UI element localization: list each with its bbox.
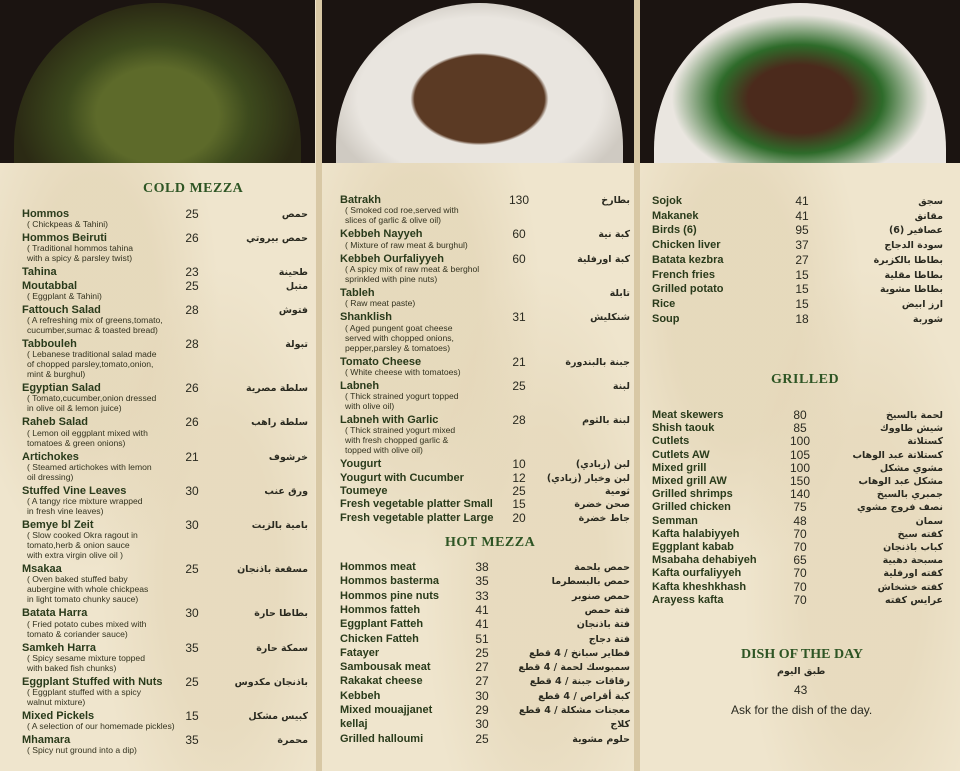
item-description: ( Raw meat paste) xyxy=(345,298,416,309)
item-arabic-name: سجق xyxy=(918,196,943,207)
item-arabic-name: سلطة مصرية xyxy=(245,383,308,395)
item-price: 21 xyxy=(512,354,526,369)
item-price: 27 xyxy=(795,252,809,267)
item-arabic-name: باذنجان مكدوس xyxy=(234,676,308,688)
item-price: 29 xyxy=(475,703,489,717)
item-name: Hommos xyxy=(22,208,70,220)
item-name: Eggplant Fatteh xyxy=(340,618,424,631)
item-description: ( Spicy sesame mixture topped with baked fish chunks) xyxy=(27,652,145,673)
grilled-meat-image xyxy=(654,3,946,163)
menu-panel-middle xyxy=(322,0,637,771)
item-price: 25 xyxy=(512,378,526,393)
item-name: Grilled halloumi xyxy=(340,732,424,745)
item-name: Kebbeh Ourfaliyyeh xyxy=(340,252,444,265)
item-description: ( Smoked cod roe,served with slices of garlic & olive oil) xyxy=(345,205,459,226)
item-price: 25 xyxy=(185,278,199,293)
item-arabic-name: حمص xyxy=(281,209,308,220)
item-arabic-name: سلطة راهب xyxy=(251,417,308,429)
item-name: Msakaa xyxy=(22,563,62,576)
item-price: 25 xyxy=(185,207,199,221)
item-price: 28 xyxy=(512,413,526,428)
item-name: Fatayer xyxy=(340,646,380,659)
item-arabic-name: سمبوسك لحمة / 4 قطع xyxy=(518,662,630,674)
item-name: Hommos meat xyxy=(340,561,416,573)
item-arabic-name: كستلاتة عبد الوهاب xyxy=(852,449,943,461)
item-price: 26 xyxy=(185,415,199,430)
item-arabic-name: نصف فروج مشوي xyxy=(857,502,943,514)
item-price: 95 xyxy=(795,223,809,238)
item-price: 105 xyxy=(789,447,811,462)
item-price: 60 xyxy=(512,251,526,266)
item-arabic-name: ثومية xyxy=(604,486,630,497)
item-description: ( Tomato,cucumber,onion dressed in olive oil & lemon juice) xyxy=(27,393,157,414)
item-price: 28 xyxy=(185,302,199,317)
item-name: Semman xyxy=(652,514,698,527)
item-name: Chicken Fatteh xyxy=(340,632,419,645)
item-price: 130 xyxy=(508,193,530,207)
item-arabic-name: مسقعة باذنجان xyxy=(237,564,308,576)
item-arabic-name: جاط خضرة xyxy=(578,512,630,524)
item-arabic-name: شيش طاووك xyxy=(880,423,943,435)
item-name: Fresh vegetable platter Small xyxy=(340,498,493,511)
item-arabic-name: ارز ابيض xyxy=(901,298,943,310)
item-description: ( Slow cooked Okra ragout in tomato,herb & onion sauce with extra virgin olive oil ) xyxy=(27,530,138,561)
item-name: Sambousak meat xyxy=(340,661,431,674)
item-name: Msabaha dehabiyeh xyxy=(652,554,757,567)
item-arabic-name: لبنة بالثوم xyxy=(582,415,630,427)
item-price: 33 xyxy=(475,588,489,603)
item-name: Moutabbal xyxy=(22,279,77,292)
item-name: Fresh vegetable platter Large xyxy=(340,511,494,524)
item-name: Hommos fatteh xyxy=(340,603,421,616)
item-arabic-name: سمان xyxy=(915,515,943,527)
item-name: Batata Harra xyxy=(22,607,88,620)
item-arabic-name: تابلة xyxy=(609,287,630,299)
item-arabic-name: شوربة xyxy=(912,313,943,325)
item-name: Mixed grill AW xyxy=(652,475,727,487)
item-description: ( Eggplant stuffed with a spicy walnut mixture) xyxy=(27,687,142,707)
item-price: 75 xyxy=(793,500,807,515)
item-description: ( Chickpeas & Tahini) xyxy=(27,219,109,230)
item-arabic-name: كبة أقراص / 4 قطع xyxy=(538,690,630,702)
item-name: Birds (6) xyxy=(652,224,697,237)
item-name: Makanek xyxy=(652,209,699,222)
menu-item xyxy=(640,313,960,329)
item-name: Kebbeh Nayyeh xyxy=(340,228,423,241)
item-description: ( Lebanese traditional salad made of chopped parsley,tomato,onion, mint & burghul) xyxy=(27,349,157,380)
item-price: 25 xyxy=(512,484,526,498)
dish-of-the-day-note: Ask for the dish of the day. xyxy=(731,703,873,717)
dish-of-the-day-price: 43 xyxy=(794,683,808,697)
item-arabic-name: لبن وخيار (زبادي) xyxy=(546,472,630,484)
item-price: 70 xyxy=(793,579,807,594)
item-arabic-name: سودة الدجاج xyxy=(884,240,943,252)
item-price: 25 xyxy=(185,674,199,689)
item-description: ( Mixture of raw meat & burghul) xyxy=(345,239,468,250)
item-price: 30 xyxy=(185,483,199,498)
item-price: 20 xyxy=(512,510,526,525)
item-price: 41 xyxy=(795,208,809,223)
item-name: Soup xyxy=(652,312,680,325)
item-name: Cutlets xyxy=(652,435,690,448)
menu-item xyxy=(640,594,960,610)
item-arabic-name: كفته خشخاش xyxy=(877,581,943,593)
item-name: Tableh xyxy=(340,286,375,299)
item-price: 25 xyxy=(475,731,489,746)
item-description: ( Aged pungent goat cheese served with chopped onions, pepper,parsley & tomatoes) xyxy=(345,322,454,353)
item-price: 35 xyxy=(475,574,489,589)
item-name: Samkeh Harra xyxy=(22,641,96,654)
item-price: 15 xyxy=(512,497,526,512)
item-name: Hommos basterma xyxy=(340,575,440,588)
item-name: Fattouch Salad xyxy=(22,303,101,316)
item-name: Sojok xyxy=(652,195,682,207)
item-description: ( Thick strained yogurt topped with olive oil) xyxy=(345,391,459,412)
item-description: ( Fried potato cubes mixed with tomato & coriander sauce) xyxy=(27,618,147,639)
item-description: ( Eggplant & Tahini) xyxy=(27,290,102,301)
item-price: 25 xyxy=(475,645,489,660)
item-name: Grilled potato xyxy=(652,283,724,296)
item-price: 51 xyxy=(475,631,489,646)
item-arabic-name: كبيس مشكل xyxy=(248,711,308,722)
item-arabic-name: حمص بالبسطرما xyxy=(551,576,630,588)
item-arabic-name: كستلاتة xyxy=(907,436,943,448)
menu-item xyxy=(322,733,637,749)
menu-item xyxy=(322,512,637,528)
item-arabic-name: سمكة حارة xyxy=(256,642,308,654)
item-price: 15 xyxy=(795,267,809,282)
item-description: ( A refreshing mix of greens,tomato, cucumber,sumac & toasted bread) xyxy=(27,315,163,335)
item-name: Shish taouk xyxy=(652,422,715,435)
item-arabic-name: حمص بلحمة xyxy=(574,562,630,573)
section-title-hot-mezza: HOT MEZZA xyxy=(445,535,536,550)
item-price: 18 xyxy=(795,311,809,326)
item-name: Kafta halabiyyeh xyxy=(652,527,740,540)
item-price: 15 xyxy=(795,296,809,311)
item-price: 21 xyxy=(185,449,199,464)
section-title-cold-mezza: COLD MEZZA xyxy=(143,181,244,196)
item-price: 15 xyxy=(185,709,199,723)
item-name: Stuffed Vine Leaves xyxy=(22,484,127,497)
item-name: Mixed grill xyxy=(652,461,707,474)
item-price: 60 xyxy=(512,227,526,242)
item-arabic-name: كفته سيخ xyxy=(897,528,943,540)
item-name: Cutlets AW xyxy=(652,448,710,461)
item-price: 30 xyxy=(475,688,489,703)
item-description: ( A spicy mix of raw meat & berghol sprinkled with pine nuts) xyxy=(345,263,480,284)
item-price: 15 xyxy=(795,282,809,297)
item-name: Eggplant Stuffed with Nuts xyxy=(22,675,163,688)
item-description: ( White cheese with tomatoes) xyxy=(345,366,461,377)
item-price: 26 xyxy=(185,231,199,246)
item-name: Hommos Beiruti xyxy=(22,232,107,245)
item-description: ( Steamed artichokes with lemon oil dressing) xyxy=(27,461,152,482)
item-description: ( Oven baked stuffed baby aubergine with whole chickpeas in light tomato chunky sauce) xyxy=(27,574,149,605)
item-arabic-name: جبنة بالبندورة xyxy=(565,356,630,368)
item-name: Chicken liver xyxy=(652,239,721,252)
food-photo-left xyxy=(0,0,315,163)
item-arabic-name: مسبحة دهبية xyxy=(882,555,943,567)
item-arabic-name: رقاقات جبنة / 4 قطع xyxy=(529,676,630,688)
item-description: ( Thick strained yogurt mixed with fresh chopped garlic & topped with olive oil) xyxy=(345,425,456,456)
item-price: 35 xyxy=(185,640,199,655)
item-arabic-name: محمرة xyxy=(277,735,308,747)
item-arabic-name: حمص بيروتي xyxy=(246,233,308,245)
menu-panel-left xyxy=(0,0,315,771)
item-arabic-name: عرايس كفته xyxy=(885,594,943,606)
item-price: 48 xyxy=(793,513,807,528)
item-name: Mixed mouajjanet xyxy=(340,704,433,716)
item-arabic-name: فتة باذنجان xyxy=(576,619,630,631)
item-price: 70 xyxy=(793,566,807,581)
item-arabic-name: مشوي مشكل xyxy=(879,462,943,474)
item-arabic-name: كبة اورفلية xyxy=(577,253,630,265)
item-price: 41 xyxy=(795,194,809,208)
item-arabic-name: مقانق xyxy=(914,210,943,222)
item-arabic-name: لبنة xyxy=(612,380,630,392)
item-description: ( Lemon oil eggplant mixed with tomatoes & green onions) xyxy=(27,427,148,448)
item-price: 70 xyxy=(793,540,807,554)
item-name: Batrakh xyxy=(340,194,381,206)
item-arabic-name: حمص صنوبر xyxy=(572,590,630,602)
item-arabic-name: بامية بالزيت xyxy=(251,520,308,531)
item-price: 23 xyxy=(185,265,199,280)
item-description: ( A selection of our homemade pickles) xyxy=(27,721,175,732)
item-price: 70 xyxy=(793,526,807,541)
item-name: Yougurt with Cucumber xyxy=(340,471,464,484)
item-arabic-name: فتة حمص xyxy=(584,604,630,616)
item-description: ( Spicy nut ground into a dip) xyxy=(27,745,137,756)
item-arabic-name: صحن خضرة xyxy=(574,499,630,511)
item-name: Shanklish xyxy=(340,311,392,324)
item-name: Labneh xyxy=(340,379,380,392)
item-name: Yougurt xyxy=(340,458,382,471)
item-price: 10 xyxy=(512,457,526,472)
item-price: 30 xyxy=(185,606,199,621)
item-arabic-name: ورق عنب xyxy=(264,485,308,497)
item-price: 41 xyxy=(475,617,489,632)
item-name: Meat skewers xyxy=(652,409,724,421)
item-arabic-name: شنكليش xyxy=(590,312,630,324)
item-price: 100 xyxy=(789,434,811,449)
item-name: Toumeye xyxy=(340,485,388,497)
item-price: 150 xyxy=(789,474,811,488)
item-name: French fries xyxy=(652,268,715,281)
item-name: Artichokes xyxy=(22,450,79,463)
item-price: 140 xyxy=(789,487,811,502)
item-arabic-name: جمبري بالسيخ xyxy=(876,489,943,501)
item-price: 12 xyxy=(512,470,526,485)
item-name: Batata kezbra xyxy=(652,253,724,266)
item-arabic-name: كفته اورفلية xyxy=(883,568,943,580)
item-price: 27 xyxy=(475,660,489,675)
item-arabic-name: طحينة xyxy=(278,267,308,279)
item-price: 31 xyxy=(512,310,526,325)
item-price: 26 xyxy=(185,381,199,396)
stuffed-vine-leaves-image xyxy=(14,3,301,163)
dish-of-the-day-arabic: طبق اليوم xyxy=(777,666,826,677)
item-name: Mhamara xyxy=(22,734,71,747)
item-price: 25 xyxy=(185,562,199,577)
item-price: 35 xyxy=(185,733,199,748)
item-price: 38 xyxy=(475,560,489,574)
food-photo-middle xyxy=(322,0,637,163)
item-name: Tabbouleh xyxy=(22,338,77,350)
item-arabic-name: فتوش xyxy=(278,304,308,316)
item-arabic-name: فطاير سبانخ / 4 قطع xyxy=(528,647,630,659)
meat-with-pine-nuts-image xyxy=(336,3,623,163)
item-arabic-name: بطارخ xyxy=(601,195,630,206)
item-arabic-name: عصافير (6) xyxy=(888,225,943,237)
item-name: Bemye bl Zeit xyxy=(22,519,94,531)
item-price: 27 xyxy=(475,674,489,689)
menu-panel-right xyxy=(640,0,960,771)
food-photo-right xyxy=(640,0,960,163)
item-name: Raheb Salad xyxy=(22,416,89,429)
item-arabic-name: متبل xyxy=(285,280,308,292)
item-price: 85 xyxy=(793,421,807,436)
item-arabic-name: بطاطا مشوية xyxy=(879,284,943,296)
item-price: 80 xyxy=(793,408,807,422)
item-arabic-name: لحمة بالسيخ xyxy=(886,410,943,421)
item-description: ( Traditional hommos tahina with a spicy & parsley twist) xyxy=(27,243,134,264)
item-name: Egyptian Salad xyxy=(22,382,101,395)
item-price: 65 xyxy=(793,553,807,568)
item-price: 41 xyxy=(475,602,489,617)
item-arabic-name: مشكل عبد الوهاب xyxy=(858,476,943,487)
item-arabic-name: بطاطا حارة xyxy=(254,608,308,620)
item-name: Arayess kafta xyxy=(652,593,724,606)
item-arabic-name: لبن (زبادي) xyxy=(575,459,630,471)
item-price: 30 xyxy=(185,518,199,532)
item-arabic-name: بطاطا مقلية xyxy=(884,269,943,281)
item-description: ( A tangy rice mixture wrapped in fresh vine leaves) xyxy=(27,496,143,516)
dish-of-the-day-title: DISH OF THE DAY xyxy=(741,647,864,662)
item-arabic-name: معجنات مشكلة / 4 قطع xyxy=(518,705,630,716)
item-name: Mixed Pickels xyxy=(22,710,95,722)
item-arabic-name: كلاج xyxy=(610,719,630,731)
item-arabic-name: بطاطا بالكزبرة xyxy=(873,254,943,266)
item-name: Grilled chicken xyxy=(652,501,731,514)
item-name: Tahina xyxy=(22,266,57,279)
item-name: Labneh with Garlic xyxy=(340,414,439,427)
item-name: Rakakat cheese xyxy=(340,675,423,688)
item-name: kellaj xyxy=(340,718,368,731)
section-title-grilled: GRILLED xyxy=(771,372,840,387)
item-name: Grilled shrimps xyxy=(652,488,733,501)
item-arabic-name: تبولة xyxy=(285,339,308,350)
item-price: 70 xyxy=(793,592,807,607)
item-arabic-name: خرشوف xyxy=(268,451,308,463)
item-name: Rice xyxy=(652,297,676,310)
item-name: Tomato Cheese xyxy=(340,355,422,368)
item-price: 100 xyxy=(789,460,811,475)
item-arabic-name: كباب باذنجان xyxy=(883,542,943,553)
item-name: Hommos pine nuts xyxy=(340,589,440,602)
item-name: Kafta kheshkhash xyxy=(652,580,747,593)
item-arabic-name: حلوم مشوية xyxy=(572,733,630,745)
item-arabic-name: فتة دجاج xyxy=(588,633,630,645)
item-price: 30 xyxy=(475,717,489,732)
item-price: 37 xyxy=(795,238,809,253)
item-price: 28 xyxy=(185,337,199,351)
item-name: Kafta ourfaliyyeh xyxy=(652,567,742,580)
item-arabic-name: كبة نية xyxy=(598,229,630,241)
item-name: Kebbeh xyxy=(340,689,381,702)
item-name: Eggplant kabab xyxy=(652,541,734,553)
